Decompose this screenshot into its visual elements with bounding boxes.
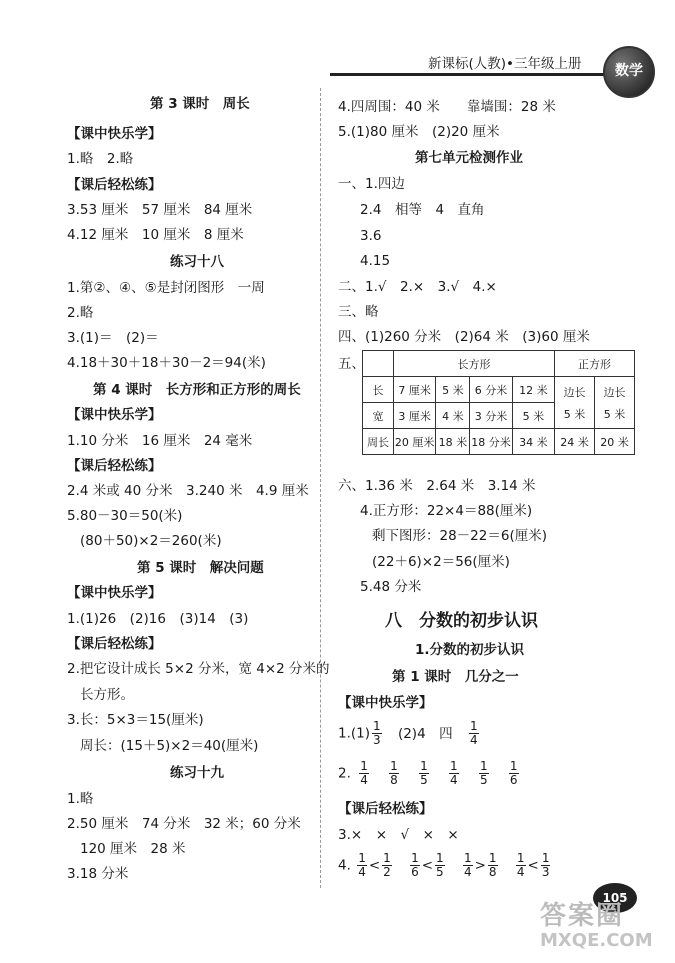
- subsection-label: 【课中快乐学】: [67, 407, 162, 423]
- table-cell: 6 分米: [470, 377, 512, 403]
- answer-line: 5.80－30＝50(米): [67, 508, 183, 524]
- subsection-label: 【课后轻松练】: [67, 458, 162, 474]
- answer-line: 3.53 厘米 57 厘米 84 厘米: [67, 202, 253, 218]
- fraction-denominator: 3: [373, 733, 381, 747]
- fraction-denominator: 4: [360, 773, 368, 787]
- answer-line: (22＋6)×2＝56(厘米): [372, 554, 510, 570]
- fraction-numerator: 1: [360, 759, 368, 773]
- table-header: 正方形: [555, 351, 635, 377]
- answer-line: 三、略: [338, 304, 379, 320]
- answer-line: 1.10 分米 16 厘米 24 毫米: [67, 433, 253, 449]
- fraction-denominator: 8: [390, 773, 398, 787]
- answer-line: [338, 760, 521, 787]
- table-cell: [555, 377, 595, 429]
- table-cell: 34 米: [512, 429, 554, 455]
- subject-badge-label: 数学: [615, 63, 643, 79]
- answer-line: 1.略: [67, 791, 94, 807]
- fraction: [419, 760, 429, 787]
- answer-line: 2.略: [67, 305, 94, 321]
- answer-text: 2.: [338, 765, 351, 782]
- fraction-denominator: 4: [469, 733, 478, 747]
- fraction-numerator: 1: [509, 759, 518, 773]
- subsection-label: 【课后轻松练】: [338, 801, 433, 817]
- subject-badge: [603, 46, 655, 98]
- fraction-numerator: 1: [390, 759, 398, 773]
- answer-line: 1.第②、④、⑤是封闭图形 一周: [67, 280, 265, 296]
- answer-line: 二、1.√ 2.× 3.√ 4.×: [338, 279, 497, 295]
- answer-line: [338, 852, 552, 879]
- column-divider: [320, 88, 321, 888]
- table-cell-text: 边长: [603, 385, 626, 399]
- fraction-numerator: 1: [463, 851, 472, 865]
- header-rule: [330, 73, 620, 76]
- table-cell: [595, 377, 635, 429]
- comparison-sign: <: [527, 857, 539, 874]
- table-cell: 宽: [363, 403, 394, 429]
- answer-line: 1.略 2.略: [67, 151, 134, 167]
- fraction: [449, 760, 459, 787]
- answer-line: 剩下图形：28－22＝6(厘米): [372, 528, 547, 544]
- answer-text: (2)4 四: [397, 725, 453, 742]
- fraction-denominator: 2: [383, 865, 391, 879]
- table-cell: 3 分米: [470, 403, 512, 429]
- table-cell: 20 米: [595, 429, 635, 455]
- answer-text: 1.(1): [338, 725, 371, 742]
- answer-line: (80＋50)×2＝260(米): [80, 533, 222, 549]
- fraction-numerator: 1: [479, 759, 488, 773]
- fraction-denominator: 4: [516, 865, 525, 879]
- answer-line: 一、1.四边: [338, 176, 405, 192]
- fraction-numerator: 1: [541, 851, 550, 865]
- fraction: [435, 852, 445, 879]
- section-title: 第七单元检测作业: [415, 150, 523, 166]
- comparison-sign: <: [368, 857, 381, 874]
- answer-line: 周长：(15＋5)×2＝40(厘米): [80, 738, 259, 754]
- section-title: 1.分数的初步认识: [415, 642, 525, 658]
- fraction: [541, 852, 551, 879]
- answer-line: 五、: [338, 356, 365, 372]
- section-title: 第 4 课时 长方形和正方形的周长: [93, 382, 301, 398]
- answer-line: 2.50 厘米 74 分米 32 米；60 分米: [67, 816, 301, 832]
- answer-line: 2.把它设计成长 5×2 分米，宽 4×2 分米的: [67, 661, 330, 677]
- fraction-denominator: 8: [488, 865, 497, 879]
- fraction: [516, 852, 526, 879]
- section-title: 第 3 课时 周长: [150, 96, 250, 112]
- answer-line: 六、1.36 米 2.64 米 3.14 米: [338, 478, 536, 494]
- comparison-sign: >: [474, 857, 486, 874]
- answer-line: 四、(1)260 分米 (2)64 米 (3)60 厘米: [338, 329, 590, 345]
- table-cell: 20 厘米: [394, 429, 436, 455]
- answer-line: 4.12 厘米 10 厘米 8 厘米: [67, 227, 244, 243]
- answer-line: [338, 720, 481, 747]
- answer-line: 4.正方形：22×4＝88(厘米): [360, 503, 533, 519]
- table-row: [363, 351, 635, 377]
- answer-line: 2.4 米或 40 分米 3.240 米 4.9 厘米: [67, 483, 309, 499]
- table-cell-text: 5 米: [563, 407, 586, 421]
- fraction: [359, 760, 369, 787]
- fraction: [509, 760, 519, 787]
- fraction: [479, 760, 489, 787]
- answer-line: 长方形。: [80, 687, 134, 703]
- table-cell: 5 米: [436, 377, 470, 403]
- table-cell: 12 米: [512, 377, 554, 403]
- table-cell: 4 米: [436, 403, 470, 429]
- table-cell: 7 厘米: [394, 377, 436, 403]
- fraction: [357, 852, 367, 879]
- fraction-denominator: 5: [479, 773, 488, 787]
- fraction-numerator: 1: [469, 719, 478, 733]
- fraction-denominator: 5: [436, 865, 444, 879]
- subsection-label: 【课后轻松练】: [67, 177, 162, 193]
- fraction-numerator: 1: [450, 759, 458, 773]
- header-series: 新课标(人教)•三年级上册: [428, 56, 582, 72]
- answer-text: 4.: [338, 857, 351, 874]
- answer-line: 3.(1)＝ (2)＝: [67, 330, 159, 346]
- fraction: [382, 852, 392, 879]
- fraction-numerator: 1: [516, 851, 525, 865]
- fraction: [389, 760, 399, 787]
- table-cell-text: 边长: [563, 385, 586, 399]
- answer-line: 5.(1)80 厘米 (2)20 厘米: [338, 124, 500, 140]
- answer-line: 120 厘米 28 米: [80, 841, 186, 857]
- fraction-denominator: 5: [420, 773, 428, 787]
- fraction-denominator: 4: [358, 865, 366, 879]
- fraction-numerator: 1: [358, 851, 366, 865]
- table-cell: 3 厘米: [394, 403, 436, 429]
- section-title: 练习十八: [170, 254, 224, 270]
- table-cell: 周长: [363, 429, 394, 455]
- fraction-numerator: 1: [436, 851, 444, 865]
- table-header: 长方形: [394, 351, 555, 377]
- answer-line: 2.4 相等 4 直角: [360, 202, 485, 218]
- fraction: [372, 720, 382, 747]
- answer-line: 4.15: [360, 253, 391, 269]
- table-cell-text: 5 米: [603, 407, 626, 421]
- answer-line: 4.四周围：40 米 靠墙围：28 米: [338, 99, 556, 115]
- fraction-denominator: 6: [509, 773, 518, 787]
- answer-line: 1.(1)26 (2)16 (3)14 (3): [67, 611, 249, 627]
- fraction-numerator: 1: [373, 719, 381, 733]
- table-cell: [363, 351, 394, 377]
- subsection-label: 【课中快乐学】: [67, 585, 162, 601]
- answer-line: 5.48 分米: [360, 579, 422, 595]
- answer-line: 3.18 分米: [67, 866, 129, 882]
- fraction-denominator: 4: [450, 773, 458, 787]
- page-number: 105: [593, 883, 637, 913]
- section-title: 第 5 课时 解决问题: [137, 560, 264, 576]
- fraction-numerator: 1: [383, 851, 391, 865]
- table-cell: 18 分米: [470, 429, 512, 455]
- fraction: [410, 852, 420, 879]
- table-row: [363, 429, 635, 455]
- section-title: 练习十九: [170, 765, 224, 781]
- table-cell: 18 米: [436, 429, 470, 455]
- section-title: 第 1 课时 几分之一: [392, 669, 519, 685]
- subsection-label: 【课后轻松练】: [67, 636, 162, 652]
- answer-line: 3.× × √ × ×: [338, 827, 459, 843]
- table-cell: 5 米: [512, 403, 554, 429]
- fraction-numerator: 1: [488, 851, 497, 865]
- table-cell: 24 米: [555, 429, 595, 455]
- chapter-title: 八 分数的初步认识: [385, 611, 538, 631]
- answer-line: 4.18＋30＋18＋30－2＝94(米): [67, 355, 266, 371]
- subsection-label: 【课中快乐学】: [67, 126, 162, 142]
- watermark-logo: 答案圈: [540, 901, 625, 931]
- fraction: [488, 852, 498, 879]
- fraction-numerator: 1: [411, 851, 419, 865]
- fraction-denominator: 6: [411, 865, 419, 879]
- answer-line: 3.长：5×3＝15(厘米): [67, 712, 204, 728]
- answer-line: 3.6: [360, 228, 382, 244]
- fraction: [469, 720, 479, 747]
- fraction-denominator: 4: [463, 865, 472, 879]
- table-cell: 长: [363, 377, 394, 403]
- answer-table: [362, 350, 635, 455]
- fraction-denominator: 3: [541, 865, 550, 879]
- fraction-numerator: 1: [420, 759, 428, 773]
- subsection-label: 【课中快乐学】: [338, 695, 433, 711]
- fraction: [463, 852, 473, 879]
- table-row: [363, 377, 635, 403]
- watermark-url: MXQE.COM: [540, 930, 653, 951]
- comparison-sign: <: [421, 857, 434, 874]
